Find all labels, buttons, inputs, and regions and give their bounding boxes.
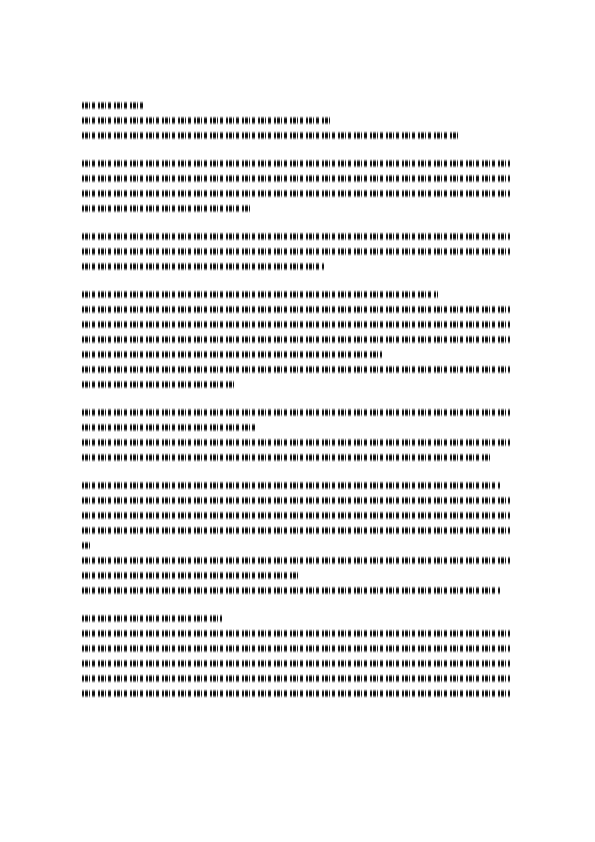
illegible-text bbox=[82, 438, 510, 447]
illegible-text bbox=[82, 365, 510, 374]
text-line bbox=[82, 302, 514, 317]
text-line bbox=[82, 583, 514, 598]
text-line bbox=[82, 626, 514, 641]
paragraph bbox=[82, 405, 514, 465]
illegible-text bbox=[82, 174, 510, 183]
illegible-text bbox=[82, 511, 510, 520]
text-line bbox=[82, 347, 514, 362]
text-line bbox=[82, 656, 514, 671]
text-line bbox=[82, 259, 514, 274]
paragraph-gap bbox=[82, 143, 514, 156]
text-line bbox=[82, 201, 514, 216]
text-line bbox=[82, 568, 514, 583]
text-line bbox=[82, 611, 514, 626]
illegible-text bbox=[82, 262, 324, 271]
paragraph-gap bbox=[82, 465, 514, 478]
illegible-text bbox=[82, 204, 250, 213]
illegible-text bbox=[82, 320, 510, 329]
illegible-text bbox=[82, 305, 510, 314]
illegible-text bbox=[82, 159, 510, 168]
text-line bbox=[82, 229, 514, 244]
text-line bbox=[82, 287, 514, 302]
text-line bbox=[82, 641, 514, 656]
illegible-text bbox=[82, 101, 144, 110]
text-line bbox=[82, 435, 514, 450]
text-line bbox=[82, 377, 514, 392]
illegible-text bbox=[82, 290, 438, 299]
illegible-text bbox=[82, 453, 490, 462]
illegible-text bbox=[82, 614, 222, 623]
illegible-text bbox=[82, 644, 510, 653]
document-body bbox=[82, 98, 514, 701]
text-line bbox=[82, 186, 514, 201]
text-line bbox=[82, 113, 514, 128]
text-line bbox=[82, 362, 514, 377]
text-line bbox=[82, 317, 514, 332]
text-line bbox=[82, 450, 514, 465]
text-line bbox=[82, 332, 514, 347]
text-line bbox=[82, 553, 514, 568]
paragraph bbox=[82, 478, 514, 598]
paragraph bbox=[82, 229, 514, 274]
illegible-text bbox=[82, 335, 510, 344]
illegible-text bbox=[82, 481, 500, 490]
paragraph bbox=[82, 287, 514, 392]
paragraph-gap bbox=[82, 598, 514, 611]
text-line bbox=[82, 98, 514, 113]
illegible-text bbox=[82, 232, 510, 241]
paragraph bbox=[82, 611, 514, 701]
illegible-text bbox=[82, 674, 510, 683]
text-line bbox=[82, 523, 514, 538]
text-line bbox=[82, 493, 514, 508]
text-line bbox=[82, 171, 514, 186]
illegible-text bbox=[82, 247, 510, 256]
illegible-text bbox=[82, 408, 510, 417]
illegible-text bbox=[82, 541, 92, 550]
illegible-text bbox=[82, 659, 510, 668]
text-line bbox=[82, 686, 514, 701]
illegible-text bbox=[82, 629, 510, 638]
illegible-text bbox=[82, 689, 510, 698]
text-line bbox=[82, 405, 514, 420]
text-line bbox=[82, 244, 514, 259]
illegible-text bbox=[82, 131, 460, 140]
paragraph bbox=[82, 98, 514, 143]
illegible-text bbox=[82, 423, 258, 432]
illegible-text bbox=[82, 526, 510, 535]
illegible-text bbox=[82, 380, 234, 389]
illegible-text bbox=[82, 189, 510, 198]
text-line bbox=[82, 478, 514, 493]
illegible-text bbox=[82, 556, 510, 565]
paragraph-gap bbox=[82, 216, 514, 229]
paragraph bbox=[82, 156, 514, 216]
text-line bbox=[82, 671, 514, 686]
illegible-text bbox=[82, 496, 510, 505]
text-line bbox=[82, 508, 514, 523]
text-line bbox=[82, 420, 514, 435]
text-line bbox=[82, 538, 514, 553]
paragraph-gap bbox=[82, 274, 514, 287]
illegible-text bbox=[82, 350, 382, 359]
illegible-text bbox=[82, 116, 330, 125]
text-line bbox=[82, 128, 514, 143]
text-line bbox=[82, 156, 514, 171]
illegible-text bbox=[82, 586, 500, 595]
paragraph-gap bbox=[82, 392, 514, 405]
illegible-text bbox=[82, 571, 298, 580]
